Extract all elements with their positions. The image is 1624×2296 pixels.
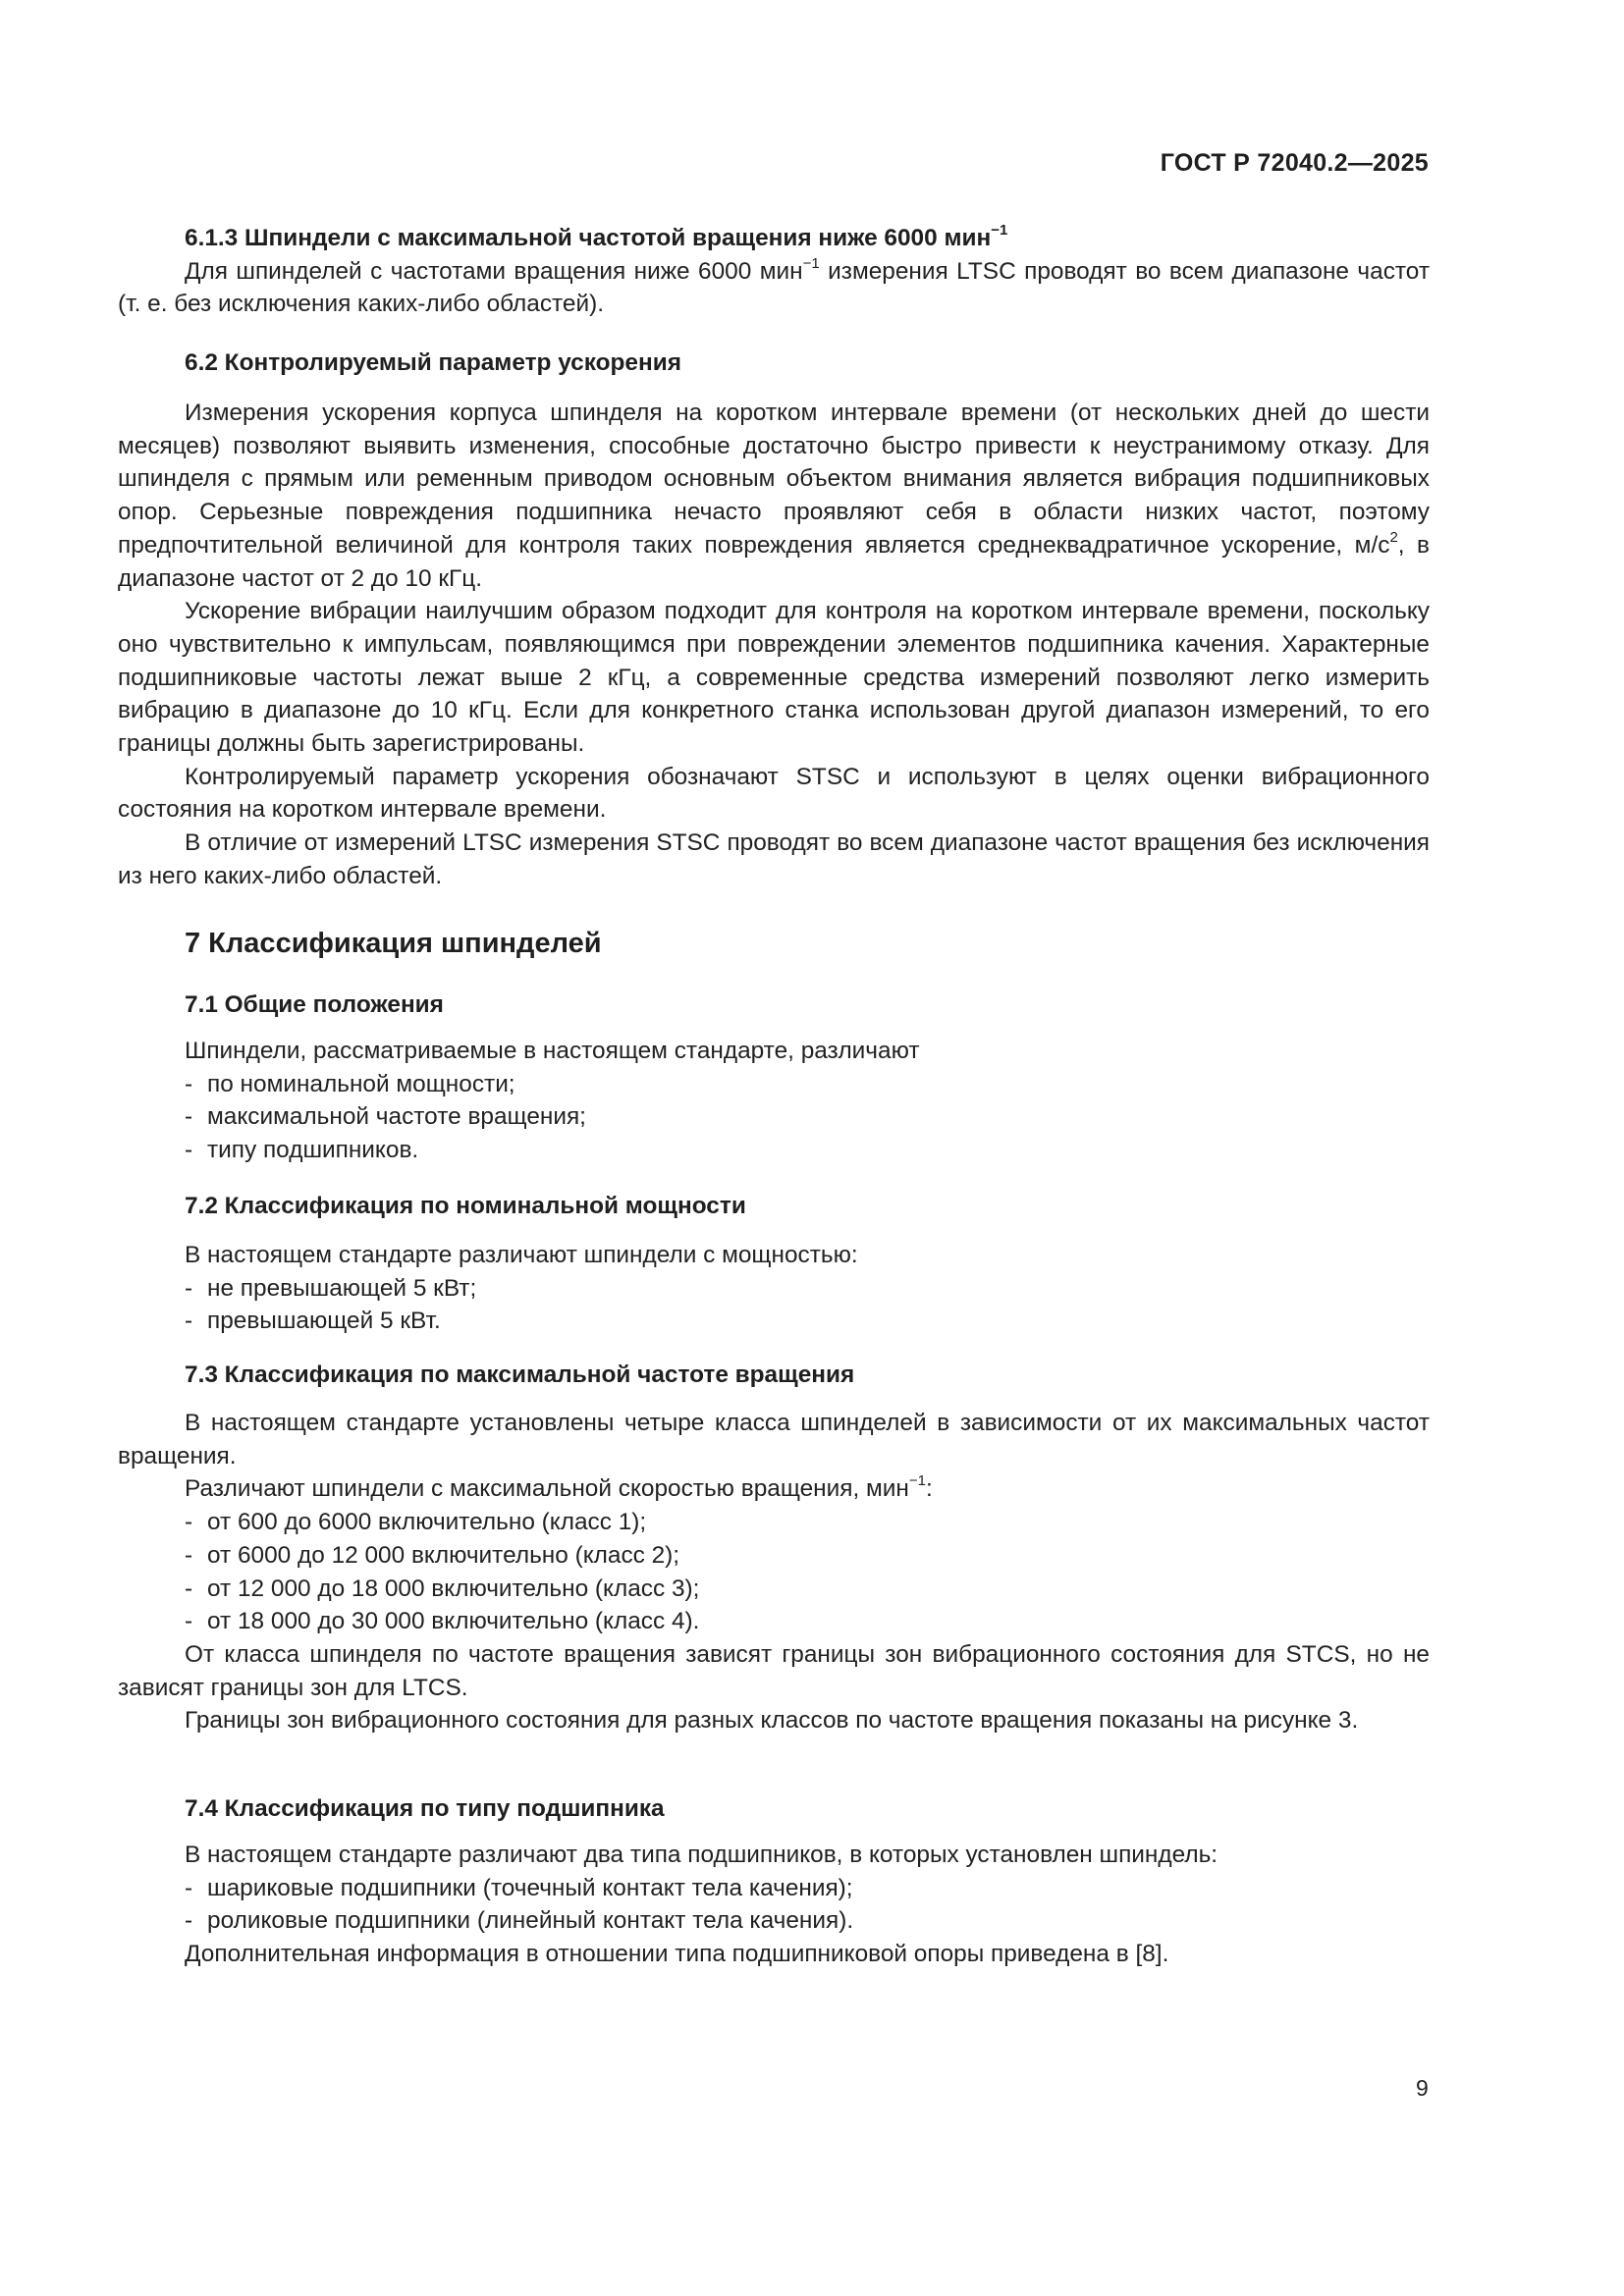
section-7-3: [118, 1359, 1430, 1392]
list-item: - от 600 до 6000 включительно (класс 1);: [185, 1509, 647, 1536]
section-7-2-body: [118, 1239, 1430, 1338]
list-item: - по номинальной мощности;: [185, 1070, 515, 1097]
section-7-1: [118, 988, 1430, 1022]
section-title: 7.3 Классификация по максимальной частоте вращения: [185, 1362, 855, 1388]
list-item: - шариковые подшипники (точечный контакт тела качения);: [185, 1874, 853, 1901]
paragraph: В настоящем стандарте различают шпиндели с мощностью:: [185, 1242, 858, 1268]
paragraph: В отличие от измерений LTSC измерения STSC проводят во всем диапазоне частот вращения без исключения из него каких-либо областей.: [118, 829, 1430, 889]
paragraph: Шпиндели, рассматриваемые в настоящем стандарте, различают: [185, 1038, 920, 1064]
list-item: - от 12 000 до 18 000 включительно (класс 3);: [185, 1575, 700, 1602]
list-item: - превышающей 5 кВт.: [185, 1308, 441, 1335]
list-item: - роликовые подшипники (линейный контакт тела качения).: [185, 1907, 854, 1935]
section-title: 6.2 Контролируемый параметр ускорения: [185, 349, 681, 376]
paragraph: Границы зон вибрационного состояния для разных классов по частоте вращения показаны на рисунке 3.: [185, 1707, 1359, 1735]
paragraph: От класса шпинделя по частоте вращения зависят границы зон вибрационного состояния для STCS, но не зависят границы зон для LTCS.: [118, 1640, 1430, 1701]
list-item: - не превышающей 5 кВт;: [185, 1274, 477, 1302]
section-7-3-body: [118, 1407, 1430, 1737]
section-6-2: [118, 347, 1430, 380]
paragraph: Контролируемый параметр ускорения обозначают STSC и используют в целях оценки вибрационного состояния на коротком интервале времени.: [118, 763, 1430, 824]
paragraph: Измерения ускорения корпуса шпинделя на коротком интервале времени (от нескольких дней до шести месяцев) позволяют выявить изменения, способные достаточно быстро привести к неустранимому отказу. Для шпинделя с прямым или ременным приводом основным объектом внимания является вибрация подшипниковых опор. Серьезные повреждения подшипника нечасто проявляют себя в области низких частот, поэтому предпочтительной величиной для контроля таких повреждения является среднеквадратичное ускорение, $м/с^2$, в диапазоне частот от 2 до 10 кГц.: [118, 400, 1431, 592]
chapter-title: 7 Классификация шпинделей: [185, 928, 602, 959]
section-title: 6.1.3 Шпиндели с максимальной частотой вращения ниже 6000 мин$^{-1}$: [185, 221, 1008, 251]
paragraph: Различают шпиндели с максимальной скоростью вращения, мин$^{-1}$:: [185, 1472, 933, 1503]
document-header-id: ГОСТ Р 72040.2—2025: [1160, 149, 1429, 177]
section-title: 7.1 Общие положения: [185, 991, 444, 1018]
section-7-4-body: [118, 1839, 1430, 1971]
list-item: - типу подшипников.: [185, 1137, 419, 1164]
section-7-4: [118, 1792, 1430, 1826]
section-7-2: [118, 1190, 1430, 1223]
section-7: [118, 928, 1430, 961]
paragraph: В настоящем стандарте установлены четыре класса шпинделей в зависимости от их максимальных частот вращения.: [118, 1410, 1430, 1469]
list-item: - от 18 000 до 30 000 включительно (класс 4).: [185, 1608, 700, 1635]
paragraph: Дополнительная информация в отношении типа подшипниковой опоры приведена в [8].: [185, 1941, 1169, 1968]
section-title: 7.4 Классификация по типу подшипника: [185, 1795, 665, 1822]
paragraph: Ускорение вибрации наилучшим образом подходит для контроля на коротком интервале времени, поскольку оно чувствительно к импульсам, появляющимся при повреждении элементов подшипника качения. Характерные подшипниковые частоты лежат выше 2 кГц, а современные средства измерений позволяют легко измерить вибрацию в диапазоне до 10 кГц. Если для конкретного станка использован другой диапазон измерений, то его границы должны быть зарегистрированы.: [118, 598, 1430, 758]
list-item: - от 6000 до 12 000 включительно (класс 2);: [185, 1541, 680, 1569]
section-title: 7.2 Классификация по номинальной мощности: [185, 1193, 746, 1219]
page-number: 9: [1416, 2075, 1429, 2101]
section-6-2-body: [118, 397, 1430, 893]
paragraph: В настоящем стандарте различают два типа подшипников, в которых установлен шпиндель:: [185, 1842, 1218, 1868]
section-6-1-3: [118, 222, 1430, 321]
section-7-1-body: [118, 1035, 1430, 1167]
paragraph: Для шпинделей с частотами вращения ниже 6000 мин$^{-1}$ измерения LTSC проводят во всем диапазоне частот (т. е. без исключения каких-либо областей).: [118, 254, 1430, 318]
list-item: - максимальной частоте вращения;: [185, 1103, 586, 1131]
